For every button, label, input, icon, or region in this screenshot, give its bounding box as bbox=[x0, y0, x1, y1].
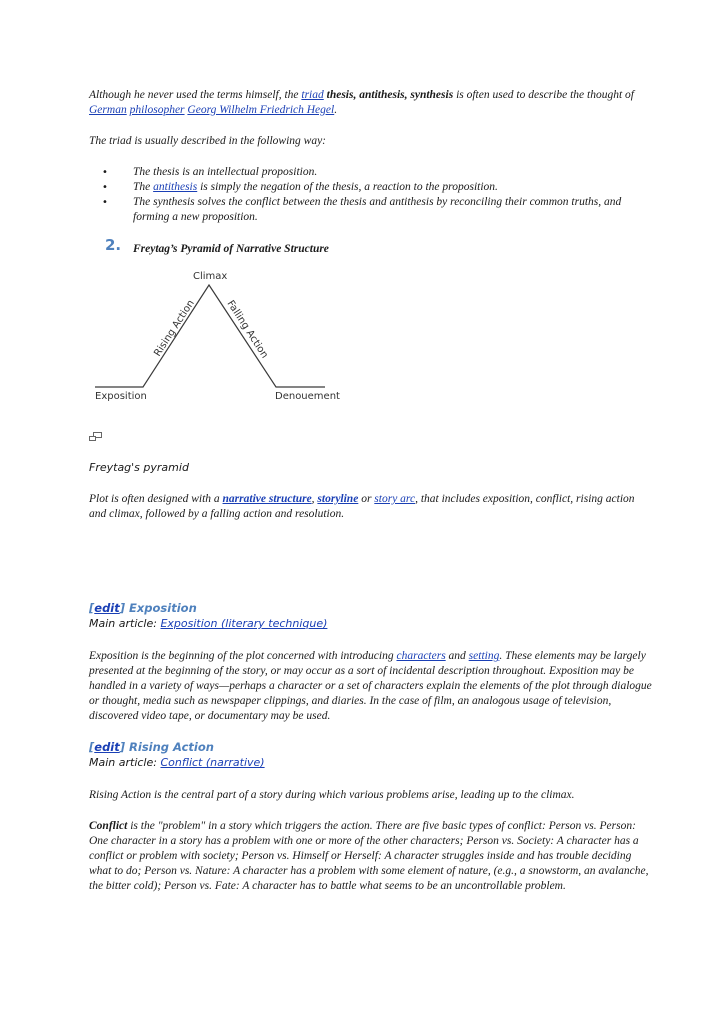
section-heading-exposition: [edit] Exposition bbox=[89, 601, 197, 615]
triad-terms: thesis, antithesis, synthesis bbox=[326, 89, 454, 101]
setting-link[interactable]: setting bbox=[468, 650, 500, 662]
triad-link[interactable]: triad bbox=[301, 89, 324, 101]
edit-link[interactable]: edit bbox=[94, 740, 120, 754]
list-item: • The thesis is an intellectual proposition. bbox=[102, 166, 318, 178]
heading-number: 2. bbox=[105, 236, 122, 254]
conflict-paragraph: Conflict is the "problem" in a story which triggers the action. There are five basic types of conflict: Person vs. Person: One character in a story has a problem with one or more of the other characters; Person vs. Society: A character has a conflict or problem with society; Person vs. Himself or Herself: A character struggles inside and has trouble deciding what to do; Person vs. Nature: A character has a problem with some element of nature, (e.g., a snowstorm, an avalanche, the bitter cold); Person vs. Fate: A character has to battle what seems to be an uncontrollable problem. bbox=[89, 820, 649, 892]
main-article-note: Main article: Exposition (literary technique) bbox=[89, 617, 328, 630]
main-article-link[interactable]: Exposition (literary technique) bbox=[160, 617, 328, 630]
list-item: • The synthesis solves the conflict between the thesis and antithesis by reconciling their common truths, and forming a new proposition. bbox=[102, 196, 622, 223]
main-article-note: Main article: Conflict (narrative) bbox=[89, 756, 265, 769]
freytag-pyramid-diagram bbox=[85, 265, 345, 410]
section-heading-rising-action: [edit] Rising Action bbox=[89, 740, 214, 754]
exposition-label: Exposition bbox=[95, 391, 147, 402]
edit-link[interactable]: edit bbox=[94, 601, 120, 615]
conflict-term: Conflict bbox=[89, 820, 128, 832]
german-link[interactable]: German bbox=[89, 104, 127, 116]
enlarge-icon[interactable] bbox=[89, 432, 103, 442]
main-article-link[interactable]: Conflict (narrative) bbox=[160, 756, 265, 769]
bullet-icon: • bbox=[102, 167, 108, 178]
rising-action-label: Rising Action bbox=[152, 298, 197, 359]
philosopher-link[interactable]: philosopher bbox=[129, 104, 185, 116]
antithesis-link[interactable]: antithesis bbox=[153, 181, 198, 193]
hegel-link[interactable]: Georg Wilhelm Friedrich Hegel bbox=[187, 104, 335, 116]
bullet-icon: • bbox=[102, 182, 108, 193]
triad-description: The triad is usually described in the following way: bbox=[89, 135, 327, 147]
story-arc-link[interactable]: story arc bbox=[374, 493, 416, 505]
heading-text: Freytag’s Pyramid of Narrative Structure bbox=[133, 243, 329, 255]
figure-caption: Freytag's pyramid bbox=[89, 461, 189, 474]
list-item: • The antithesis is simply the negation of the thesis, a reaction to the proposition. bbox=[102, 181, 498, 193]
rising-action-paragraph: Rising Action is the central part of a story during which various problems arise, leading up to the climax. bbox=[89, 789, 575, 801]
section-heading-freytag bbox=[105, 236, 329, 255]
pyramid-line bbox=[95, 285, 325, 387]
climax-label: Climax bbox=[193, 271, 228, 282]
denouement-label: Denouement bbox=[275, 391, 340, 402]
intro-paragraph: Although he never used the terms himself, the triad thesis, antithesis, synthesis is often used to describe the thought of German philosopher Georg Wilhelm Friedrich Hegel. bbox=[89, 89, 634, 116]
narrative-structure-link[interactable]: narrative structure bbox=[222, 493, 312, 505]
triad-bullet-list bbox=[100, 165, 645, 225]
characters-link[interactable]: characters bbox=[396, 650, 446, 662]
plot-paragraph: Plot is often designed with a narrative structure, storyline or story arc, that includes exposition, conflict, rising action and climax, followed by a falling action and resolution. bbox=[89, 493, 635, 520]
falling-action-label: Falling Action bbox=[224, 298, 270, 361]
bullet-icon: • bbox=[102, 197, 108, 208]
storyline-link[interactable]: storyline bbox=[317, 493, 359, 505]
exposition-paragraph: Exposition is the beginning of the plot concerned with introducing characters and setting. These elements may be largely presented at the beginning of the story, or may occur as a sort of incidental description throughout. Exposition may be handled in a variety of ways—perhaps a character or a set of characters explain the elements of the plot through dialogue or thought, media such as newspaper clippings, and diaries. In the case of film, an analogous usage of television, discovered video tape, or documentary may be used. bbox=[89, 650, 652, 722]
